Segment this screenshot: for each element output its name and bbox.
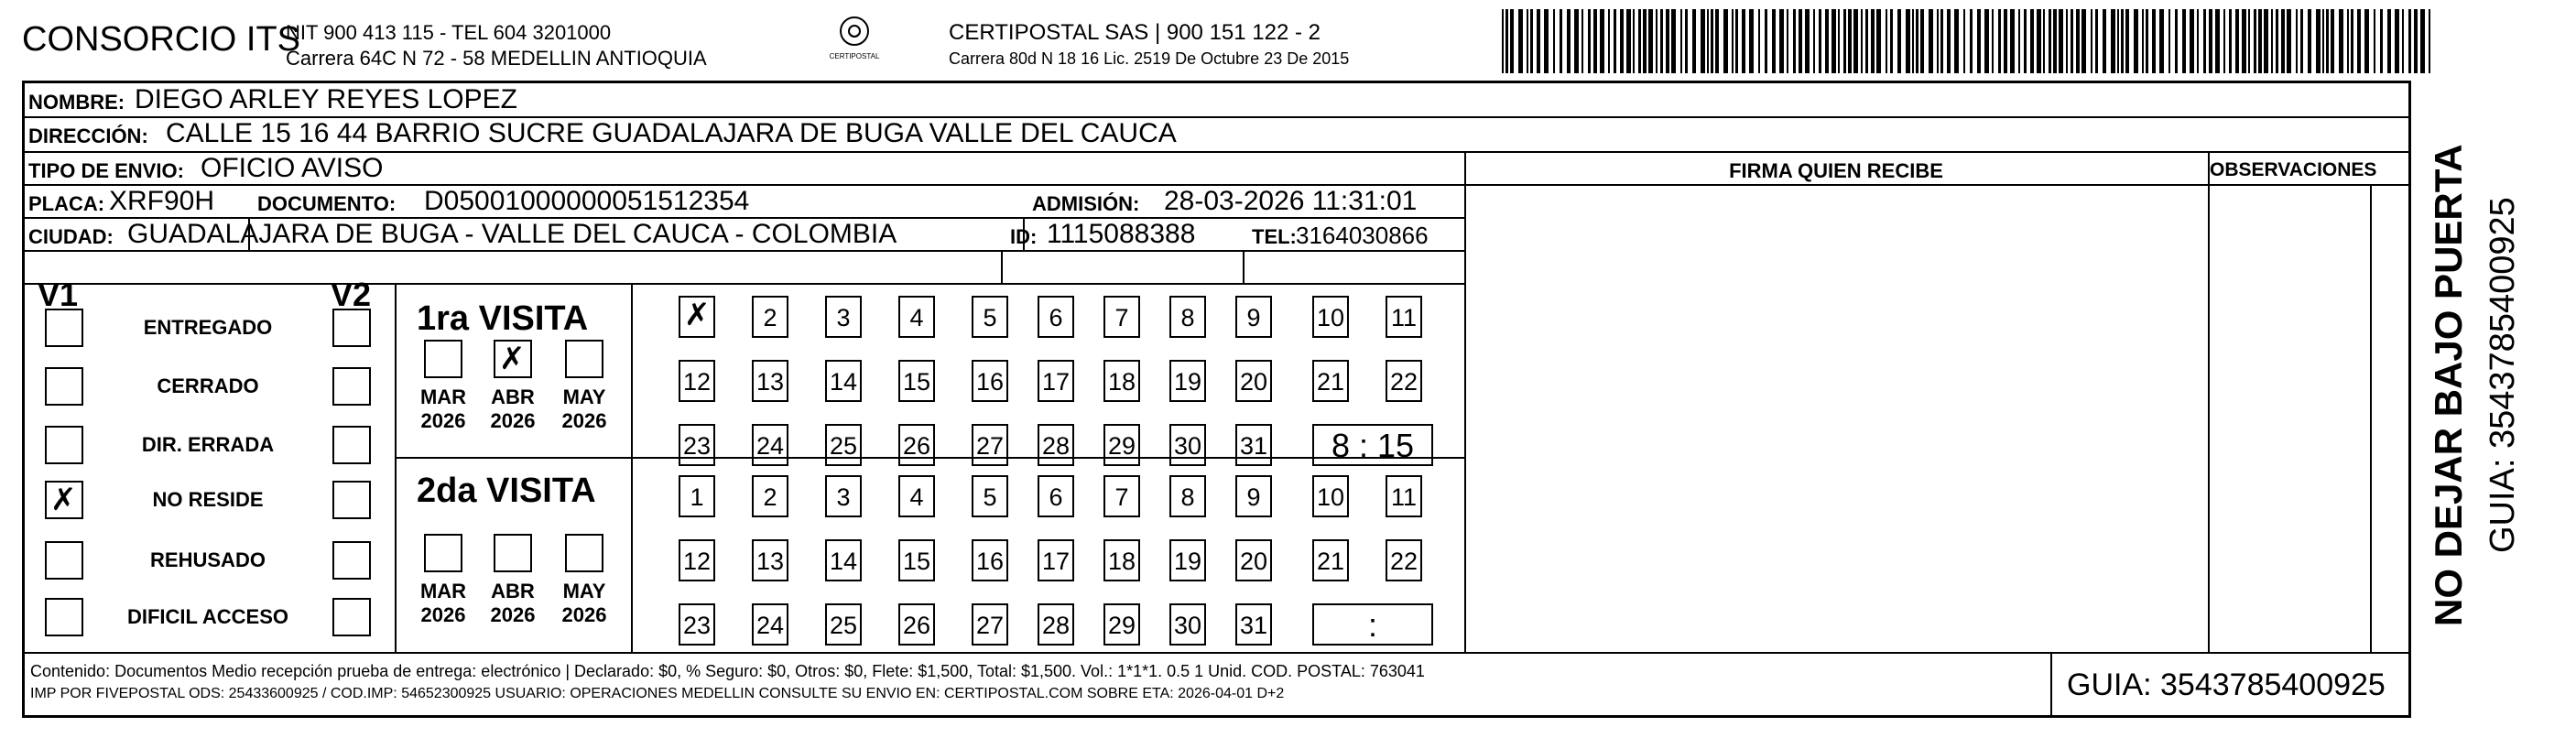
day-box[interactable]: 24 [752, 603, 788, 646]
barcode-bar [1553, 9, 1555, 73]
month-name: MAY [562, 580, 606, 602]
day-box[interactable]: 28 [1038, 424, 1074, 466]
barcode-bar [1876, 9, 1881, 73]
barcode-bar [1865, 9, 1868, 73]
barcode-bar [2197, 9, 2199, 73]
barcode-bar [2229, 9, 2232, 73]
v2-checkbox[interactable] [332, 481, 371, 519]
month-checkbox[interactable] [424, 340, 462, 378]
day-box[interactable]: 30 [1169, 424, 1206, 466]
day-box[interactable]: 26 [898, 603, 935, 646]
day-box[interactable]: 24 [752, 424, 788, 466]
barcode-bar [1680, 9, 1682, 73]
barcode-bar [2111, 9, 2115, 73]
barcode-bar [2248, 9, 2250, 73]
v1-header: V1 [38, 276, 79, 313]
time-box[interactable]: 8 : 15 [1312, 424, 1433, 466]
barcode-bar [1620, 9, 1624, 73]
barcode-bar [2287, 9, 2291, 73]
plate-value: XRF90H [109, 186, 215, 216]
barcode-bar [1510, 9, 1514, 73]
month-checkbox[interactable] [565, 340, 603, 378]
barcode-bar [2159, 9, 2164, 73]
barcode-bar [1502, 9, 1504, 73]
barcode-bar [2215, 9, 2220, 73]
day-box[interactable]: 4 [898, 475, 935, 517]
day-box[interactable]: 19 [1169, 360, 1206, 402]
day-box[interactable]: 11 [1386, 296, 1422, 338]
document-label: DOCUMENTO: [257, 192, 397, 215]
barcode-bar [2235, 9, 2239, 73]
barcode-bar [2152, 9, 2156, 73]
day-box[interactable]: 25 [825, 424, 862, 466]
barcode-bar [2374, 9, 2375, 73]
delivery-form [22, 81, 2411, 718]
svg-text:CERTIPOSTAL: CERTIPOSTAL [829, 52, 880, 60]
barcode-bar [1518, 9, 1523, 73]
barcode-bar [2408, 9, 2411, 73]
v1-checkbox[interactable] [45, 598, 83, 636]
barcode-bar [2223, 9, 2225, 73]
barcode-bar [1937, 9, 1939, 73]
barcode-bar [1600, 9, 1604, 73]
barcode-bar [2347, 9, 2349, 73]
time-box[interactable]: : [1312, 603, 1433, 646]
barcode-bar [1614, 9, 1616, 73]
barcode-bar [1871, 9, 1875, 73]
barcode-bar [1819, 9, 1821, 73]
month-name: MAY [562, 385, 606, 408]
day-box[interactable]: 23 [679, 424, 715, 466]
day-box[interactable]: 22 [1386, 360, 1422, 402]
barcode-bar [1758, 9, 1760, 73]
v1-checkbox[interactable] [45, 426, 83, 464]
barcode-bar [1742, 9, 1745, 73]
barcode-bar [2081, 9, 2086, 73]
day-box[interactable]: 6 [1038, 475, 1074, 517]
barcode-bar [2242, 9, 2246, 73]
month-label [483, 580, 543, 627]
barcode-bar [2076, 9, 2080, 73]
carrier-info [949, 20, 1349, 71]
barcode-bar [2339, 9, 2343, 73]
barcode-bar [1574, 9, 1579, 73]
observations-header: OBSERVACIONES [2210, 159, 2377, 180]
barcode-bar [1897, 9, 1901, 73]
barcode-bar [1560, 9, 1562, 73]
barcode-bar [1666, 9, 1669, 73]
no-dejar-text: NO DEJAR BAJO PUERTA [2427, 144, 2470, 626]
barcode-bar [1567, 9, 1571, 73]
day-box[interactable]: 9 [1235, 475, 1272, 517]
barcode-bar [2402, 9, 2404, 73]
barcode-bar [1831, 9, 1836, 73]
company-address: Carrera 64C N 72 - 58 MEDELLIN ANTIOQUIA [286, 47, 707, 70]
barcode-bar [2049, 9, 2051, 73]
recipient-address: CALLE 15 16 44 BARRIO SUCRE GUADALAJARA DE BUGA VALLE DEL CAUCA [166, 118, 1177, 148]
v1-checkbox[interactable] [45, 309, 83, 347]
barcode-bar [2182, 9, 2186, 73]
barcode-bar [2308, 9, 2311, 73]
v2-checkbox[interactable] [332, 367, 371, 406]
day-box[interactable]: 18 [1103, 360, 1140, 402]
barcode-bar [2175, 9, 2178, 73]
admission-label: ADMISIÓN: [1032, 192, 1140, 215]
barcode-bar [2281, 9, 2285, 73]
day-box[interactable]: 31 [1235, 603, 1272, 646]
barcode-bar [2322, 9, 2324, 73]
barcode-bar [2254, 9, 2256, 73]
barcode-bar [1970, 9, 1973, 73]
day-box[interactable]: 1 [679, 475, 715, 517]
barcode-bar [2146, 9, 2148, 73]
month-year: 2026 [561, 409, 607, 432]
day-box[interactable]: 3 [825, 475, 862, 517]
day-box[interactable]: 25 [825, 603, 862, 646]
certipostal-logo [829, 13, 880, 64]
month-checkbox[interactable] [494, 340, 532, 378]
barcode-bar [1671, 9, 1676, 73]
barcode-bar [1707, 9, 1709, 73]
barcode-bar [2357, 9, 2361, 73]
barcode-bar [1916, 9, 1918, 73]
day-box[interactable]: 5 [972, 296, 1008, 338]
footer-guia: GUIA: 3543785400925 [2067, 667, 2386, 702]
barcode-bar [1692, 9, 1696, 73]
shipment-type: OFICIO AVISO [201, 153, 384, 183]
day-box[interactable]: 15 [898, 360, 935, 402]
month-label [554, 580, 614, 627]
barcode-bar [2429, 9, 2430, 73]
day-box[interactable]: 30 [1169, 603, 1206, 646]
barcode-bar [1685, 9, 1688, 73]
barcode-bar [1805, 9, 1810, 73]
barcode-bar [1912, 9, 1914, 73]
month-year: 2026 [420, 603, 466, 626]
v2-checkbox[interactable] [332, 426, 371, 464]
day-box[interactable]: 23 [679, 603, 715, 646]
barcode-bar [1838, 9, 1840, 73]
v2-checkbox[interactable] [332, 309, 371, 347]
admission-value: 28-03-2026 11:31:01 [1164, 186, 1418, 216]
day-box[interactable]: 5 [972, 475, 1008, 517]
company-name: CONSORCIO ITS [22, 20, 301, 59]
barcode-bar [1715, 9, 1719, 73]
check-mark-icon: ✗ [499, 341, 526, 377]
barcode-bar [1643, 9, 1647, 73]
day-box[interactable]: 7 [1103, 475, 1140, 517]
barcode-bar [1929, 9, 1933, 73]
barcode-bar [2380, 9, 2383, 73]
status-label: CERRADO [157, 374, 259, 397]
city-label: CIUDAD: [28, 225, 114, 248]
day-box[interactable]: 20 [1235, 539, 1272, 581]
v2-checkbox[interactable] [332, 598, 371, 636]
barcode-bar [1963, 9, 1965, 73]
barcode-bar [2331, 9, 2334, 73]
day-box[interactable] [679, 296, 715, 338]
day-box[interactable]: 16 [972, 539, 1008, 581]
barcode-bar [1779, 9, 1784, 73]
barcode-bar [1530, 9, 1533, 73]
barcode-bar [1701, 9, 1705, 73]
barcode-bar [1984, 9, 1989, 73]
barcode-bar [1711, 9, 1713, 73]
barcode-bar [2300, 9, 2303, 73]
barcode-bar [2316, 9, 2321, 73]
barcode-bar [2103, 9, 2106, 73]
company-info [286, 20, 707, 71]
v2-header: V2 [331, 276, 372, 313]
day-box[interactable]: 17 [1038, 360, 1074, 402]
barcode-bar [1723, 9, 1728, 73]
barcode-bar [1638, 9, 1641, 73]
status-label: REHUSADO [150, 548, 266, 571]
barcode-bar [2043, 9, 2045, 73]
footer-imp: IMP POR FIVEPOSTAL ODS: 25433600925 / COD.IMP: 54652300925 USUARIO: OPERACIONES MEDELLIN CONSULTE SU ENVIO EN: CERTIPOSTAL.COM SOBRE ETA: 2026-04-01 D+2 [30, 686, 1285, 701]
status-label: DIR. ERRADA [141, 433, 275, 456]
barcode-bar [1593, 9, 1597, 73]
barcode-bar [1505, 9, 1508, 73]
day-box[interactable]: 20 [1235, 360, 1272, 402]
barcode-bar [2258, 9, 2262, 73]
day-box[interactable]: 12 [679, 539, 715, 581]
barcode-bar [1660, 9, 1663, 73]
company-nit: NIT 900 413 115 - TEL 604 3201000 [286, 21, 612, 44]
side-guia: GUIA: 3543785400925 [2484, 197, 2522, 553]
barcode-bar [1608, 9, 1610, 73]
visit1-title: 1ra VISITA [417, 299, 589, 338]
plate-label: PLACA: [28, 192, 105, 215]
barcode-bar [2004, 9, 2007, 73]
status-label: ENTREGADO [143, 316, 273, 339]
barcode-bar [1581, 9, 1583, 73]
barcode-bar [2010, 9, 2015, 73]
v1-checkbox[interactable] [45, 367, 83, 406]
barcode-bar [2059, 9, 2063, 73]
city-value: GUADALAJARA DE BUGA - VALLE DEL CAUCA - COLOMBIA [127, 219, 897, 249]
day-box[interactable]: 21 [1312, 539, 1349, 581]
id-value: 1115088388 [1047, 219, 1196, 249]
month-label [413, 580, 473, 627]
day-box[interactable]: 10 [1312, 475, 1349, 517]
recipient-name: DIEGO ARLEY REYES LOPEZ [135, 84, 517, 114]
month-checkbox[interactable] [565, 534, 603, 572]
barcode-bar [1732, 9, 1734, 73]
v1-checkbox[interactable] [45, 541, 83, 580]
barcode-bar [2364, 9, 2369, 73]
barcode-bar [2018, 9, 2020, 73]
month-label [483, 385, 543, 433]
check-mark-icon: ✗ [50, 482, 77, 518]
day-box[interactable]: 3 [825, 296, 862, 338]
status-label: NO RESIDE [152, 488, 264, 511]
day-box[interactable]: 8 [1169, 475, 1206, 517]
barcode-bar [1998, 9, 2001, 73]
tel-label: TEL: [1252, 225, 1297, 248]
day-box[interactable]: 10 [1312, 296, 1349, 338]
barcode-bar [2395, 9, 2399, 73]
month-checkbox[interactable] [424, 534, 462, 572]
barcode-bar [2271, 9, 2273, 73]
barcode-bar [1843, 9, 1846, 73]
barcode-bar [2053, 9, 2057, 73]
tel-value: 3164030866 [1296, 222, 1429, 249]
day-box[interactable]: 11 [1386, 475, 1422, 517]
barcode-bar [1537, 9, 1540, 73]
day-box[interactable]: 22 [1386, 539, 1422, 581]
barcode-bar [1813, 9, 1815, 73]
day-box[interactable]: 29 [1103, 424, 1140, 466]
barcode-bar [1992, 9, 1994, 73]
barcode-bar [1853, 9, 1858, 73]
barcode-bar [1920, 9, 1924, 73]
day-box[interactable]: 8 [1169, 296, 1206, 338]
barcode-bar [1793, 9, 1796, 73]
barcode-bar [2134, 9, 2138, 73]
tracking-barcode [1502, 9, 2436, 73]
barcode-bar [2420, 9, 2425, 73]
barcode-bar [2091, 9, 2092, 73]
status-label: DIFICIL ACCESO [126, 605, 288, 628]
v2-checkbox[interactable] [332, 541, 371, 580]
barcode-bar [2326, 9, 2329, 73]
barcode-bar [1588, 9, 1591, 73]
type-label: TIPO DE ENVIO: [28, 159, 184, 182]
day-box[interactable]: 9 [1235, 296, 1272, 338]
barcode-bar [1848, 9, 1852, 73]
month-year: 2026 [561, 603, 607, 626]
barcode-bar [2264, 9, 2268, 73]
carrier-address: Carrera 80d N 18 16 Lic. 2519 De Octubre 23 De 2015 [949, 49, 1350, 68]
barcode-bar [2095, 9, 2098, 73]
day-box[interactable]: 13 [752, 360, 788, 402]
barcode-bar [1626, 9, 1631, 73]
month-name: ABR [491, 385, 535, 408]
month-name: MAR [419, 580, 467, 602]
barcode-bar [2066, 9, 2068, 73]
day-box[interactable]: 14 [825, 539, 862, 581]
day-box[interactable]: 15 [898, 539, 935, 581]
barcode-bar [1648, 9, 1653, 73]
month-name: MAR [419, 385, 467, 408]
day-box[interactable]: 12 [679, 360, 715, 402]
barcode-bar [1890, 9, 1893, 73]
barcode-bar [1749, 9, 1754, 73]
barcode-bar [1799, 9, 1802, 73]
day-box[interactable]: 28 [1038, 603, 1074, 646]
signature-header: FIRMA QUIEN RECIBE [1729, 159, 1943, 182]
barcode-bar [1947, 9, 1951, 73]
barcode-bar [1772, 9, 1776, 73]
day-box[interactable]: 2 [752, 475, 788, 517]
barcode-bar [2125, 9, 2129, 73]
barcode-bar [2296, 9, 2298, 73]
barcode-bar [1735, 9, 1738, 73]
barcode-bar [1886, 9, 1887, 73]
barcode-bar [1787, 9, 1788, 73]
barcode-bar [2203, 9, 2206, 73]
day-box[interactable]: 29 [1103, 603, 1140, 646]
address-label: DIRECCIÓN: [28, 125, 148, 147]
month-year: 2026 [490, 603, 536, 626]
barcode-bar [2276, 9, 2278, 73]
barcode-bar [2168, 9, 2170, 73]
day-box[interactable]: 6 [1038, 296, 1074, 338]
day-box[interactable]: 31 [1235, 424, 1272, 466]
barcode-bar [2071, 9, 2073, 73]
day-box[interactable]: 17 [1038, 539, 1074, 581]
month-year: 2026 [490, 409, 536, 432]
day-box[interactable]: 13 [752, 539, 788, 581]
barcode-bar [1544, 9, 1549, 73]
id-label: ID: [1010, 225, 1038, 248]
barcode-bar [2387, 9, 2391, 73]
barcode-bar [2024, 9, 2027, 73]
barcode-bar [2351, 9, 2353, 73]
barcode-bar [1633, 9, 1635, 73]
barcode-bar [2142, 9, 2144, 73]
day-box[interactable]: 7 [1103, 296, 1140, 338]
day-box[interactable]: 27 [972, 603, 1008, 646]
barcode-bar [2190, 9, 2194, 73]
day-box[interactable]: 27 [972, 424, 1008, 466]
barcode-bar [2117, 9, 2119, 73]
check-mark-icon: ✗ [684, 297, 711, 333]
barcode-bar [2209, 9, 2212, 73]
barcode-bar [2037, 9, 2041, 73]
barcode-bar [1954, 9, 1959, 73]
barcode-bar [1765, 9, 1767, 73]
month-label [554, 385, 614, 433]
barcode-bar [2414, 9, 2418, 73]
month-label [413, 385, 473, 433]
month-name: ABR [491, 580, 535, 602]
day-box[interactable]: 14 [825, 360, 862, 402]
carrier-name: CERTIPOSTAL SAS | 900 151 122 - 2 [949, 20, 1321, 45]
month-checkbox[interactable] [494, 534, 532, 572]
barcode-bar [1527, 9, 1528, 73]
barcode-bar [1825, 9, 1829, 73]
day-box[interactable]: 18 [1103, 539, 1140, 581]
day-box[interactable]: 2 [752, 296, 788, 338]
barcode-bar [1940, 9, 1943, 73]
day-box[interactable]: 4 [898, 296, 935, 338]
barcode-bar [2030, 9, 2034, 73]
barcode-bar [2121, 9, 2124, 73]
day-box[interactable]: 19 [1169, 539, 1206, 581]
visit2-title: 2da VISITA [417, 472, 596, 510]
document-value: D05001000000051512354 [424, 186, 750, 216]
barcode-bar [1906, 9, 1910, 73]
barcode-bar [1861, 9, 1863, 73]
day-box[interactable]: 26 [898, 424, 935, 466]
name-label: NOMBRE: [28, 91, 125, 114]
barcode-bar [1656, 9, 1658, 73]
day-box[interactable]: 21 [1312, 360, 1349, 402]
v1-checkbox[interactable] [45, 481, 83, 519]
month-year: 2026 [420, 409, 466, 432]
day-box[interactable]: 16 [972, 360, 1008, 402]
footer-content: Contenido: Documentos Medio recepción prueba de entrega: electrónico | Declarado: $0, % Seguro: $0, Otros: $0, Flete: $1,500, Total: $1,500. Vol.: 1*1*1. 0.5 1 Unid. COD. POSTAL: 763041 [30, 662, 1425, 680]
barcode-bar [1977, 9, 1981, 73]
